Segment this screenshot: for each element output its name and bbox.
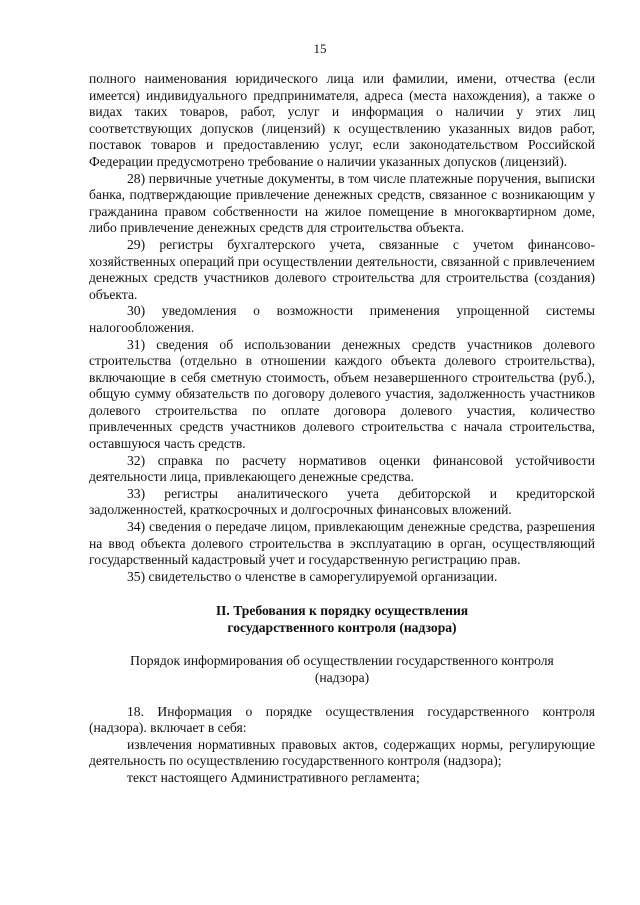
paragraph-item-18: 18. Информация о порядке осуществления государственного контроля (надзора). включает в себя: (89, 703, 595, 736)
paragraph-item-35: 35) свидетельство о членстве в саморегулируемой организации. (127, 568, 498, 584)
section-title-line-1: II. Требования к порядку осуществления (215, 603, 469, 619)
paragraph-item-31: 31) сведения об использовании денежных средств участников долевого строительства (отдельно в отношении каждого объекта долевого строительства), включающие в себя сметную стоимость, объем незавершенного строительства (руб.), общую сумму обязательств по договору долевого участия, задолженность участников долевого строительства по оплате договора долевого участия, количество привлеченных средств участников долевого строительства с начала строительства, оставшуюся часть средств. (89, 336, 595, 452)
paragraph-item-29: 29) регистры бухгалтерского учета, связанные с учетом финансово-хозяйственных операций при осуществлении деятельности, связанной с привлечением денежных средств участников долевого строительства для строительства (создания) объекта. (89, 236, 595, 302)
paragraph-item-33: 33) регистры аналитического учета дебиторской и кредиторской задолженностей, краткосрочных и долгосрочных финансовых вложений. (89, 485, 595, 518)
document-body (89, 71, 595, 787)
paragraph-regulation-text: текст настоящего Административного регламента; (127, 769, 420, 785)
paragraph-item-28: 28) первичные учетные документы, в том числе платежные поручения, выписки банка, подтверждающие привлечение денежных средств, связанное с возникающим у гражданина правом собственности на жилое помещение в многоквартирном доме, либо привлечение денежных средств для строительства объекта. (89, 170, 595, 236)
paragraph-item-30: 30) уведомления о возможности применения упрощенной системы налогообложения. (89, 303, 595, 335)
paragraph-continuation: полного наименования юридического лица или фамилии, имени, отчества (если имеется) индивидуального предпринимателя, адреса (места нахождения), а также о видах таких товаров, работ, услуг и информация о наличии у этих лиц соответствующих допусков (лицензий) к осуществлению указанных видов работ, поставок товаров и предоставлению услуг, если законодательством Российской Федерации предусмотрено требование о наличии указанных допусков (лицензий). (89, 71, 595, 169)
section-title (89, 585, 595, 636)
paragraph-extracts: извлечения нормативных правовых актов, содержащих нормы, регулирующие деятельность по осуществлению государственного контроля (надзора); (89, 736, 595, 769)
paragraph-item-32: 32) справка по расчету нормативов оценки финансовой устойчивости деятельности лица, привлекающего денежные средства. (89, 452, 595, 485)
bottom-paragraphs (89, 686, 595, 787)
section-title-line-2: государственного контроля (надзора) (227, 620, 457, 635)
subsection-title: Порядок информирования об осуществлении государственного контроля (надзора) (130, 652, 554, 685)
paragraph-item-34: 34) сведения о передаче лицом, привлекающим денежные средства, разрешения на ввод объекта долевого строительства в эксплуатацию в орган, осуществляющий государственный кадастровый учет и государственную регистрацию прав. (89, 519, 595, 568)
page-number: 15 (313, 41, 327, 56)
